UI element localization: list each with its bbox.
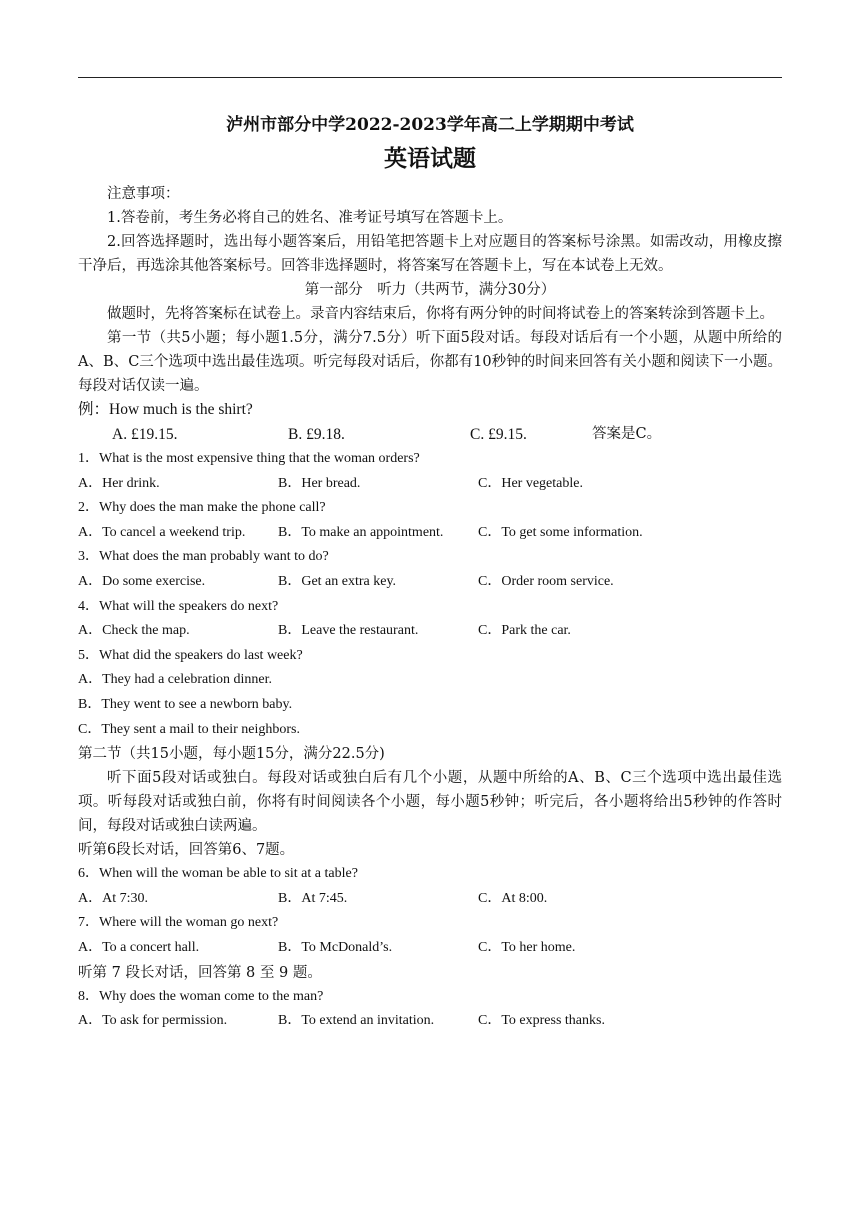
option-b: B．At 7:45.	[278, 890, 348, 906]
question-3: 3．What does the man probably want to do?	[78, 549, 329, 565]
header-rule	[78, 77, 782, 78]
question-2: 2．Why does the man make the phone call?	[78, 500, 326, 516]
notice-heading: 注意事项：	[107, 186, 180, 202]
option-c: C．Order room service.	[478, 573, 614, 589]
question-6: 6．When will the woman be able to sit at a table?	[78, 866, 358, 882]
question-7: 7．Where will the woman go next?	[78, 915, 279, 931]
section1-instructions: 第一节（共5小题；每小题1.5分，满分7.5分）听下面5段对话。每段对话后有一个小题，从题中所给的A、B、C三个选项中选出最佳选项。听完每段对话后，你都有10秒钟的时间来回答有关小题和阅读下一小题。每段对话仅读一遍。	[78, 330, 782, 394]
notice-item-1: 1.答卷前，考生务必将自己的姓名、准考证号填写在答题卡上。	[107, 210, 513, 226]
question-5-option-a: A．They had a celebration dinner.	[78, 672, 272, 688]
question-1: 1．What is the most expensive thing that the woman orders?	[78, 451, 420, 466]
option-b: B．Leave the restaurant.	[278, 623, 419, 639]
option-a: A．To ask for permission.	[78, 1013, 228, 1029]
option-b: B．To McDonald’s.	[278, 939, 393, 955]
dialog-7-instruction: 听第 7 段长对话，回答第 8 至 9 题。	[78, 964, 322, 981]
option-a: A．Check the map.	[78, 623, 190, 639]
question-8: 8．Why does the woman come to the man?	[78, 988, 324, 1004]
question-7-options	[78, 936, 782, 961]
example-option-b: B. £9.18.	[288, 426, 345, 443]
example-question: 例：How much is the shirt?	[78, 401, 253, 418]
option-c: C．To get some information.	[478, 524, 643, 540]
question-3-options	[78, 570, 782, 595]
option-b: B．To extend an invitation.	[278, 1013, 435, 1029]
exam-page	[78, 112, 782, 1034]
question-5: 5．What did the speakers do last week?	[78, 647, 303, 663]
option-c: C．Her vegetable.	[478, 475, 583, 491]
option-a: A．At 7:30.	[78, 890, 148, 906]
option-c: C．At 8:00.	[478, 890, 548, 906]
part1-heading: 第一部分 听力（共两节，满分30分）	[304, 282, 556, 298]
section2-heading: 第二节（共15小题，每小题15分，满分22.5分)	[78, 746, 385, 763]
example-option-c: C. £9.15.	[470, 426, 527, 443]
option-a: A．To a concert hall.	[78, 939, 200, 955]
example-options	[78, 422, 782, 447]
part1-intro: 做题时，先将答案标在试卷上。录音内容结束后，你将有两分钟的时间将试卷上的答案转涂到答题卡上。	[107, 306, 774, 322]
option-c: C．Park the car.	[478, 623, 571, 639]
question-5-option-b: B．They went to see a newborn baby.	[78, 696, 293, 712]
question-4-options	[78, 619, 782, 644]
dialog-6-instruction: 听第6段长对话，回答第6、7题。	[78, 842, 295, 859]
option-a: A．Her drink.	[78, 475, 160, 491]
example-answer: 答案是C。	[592, 426, 662, 442]
option-a: A．To cancel a weekend trip.	[78, 524, 246, 540]
question-5-option-c: C．They sent a mail to their neighbors.	[78, 721, 301, 737]
section2-intro: 听下面5段对话或独白。每段对话或独白后有几个小题，从题中所给的A、B、C三个选项中选出最佳选项。听每段对话或独白前，你将有时间阅读各个小题，每小题5秒钟；听完后，各小题将给出5秒钟的作答时间，每段对话或独白读两遍。	[78, 770, 782, 835]
option-a: A．Do some exercise.	[78, 573, 206, 589]
option-b: B．To make an appointment.	[278, 524, 444, 540]
option-c: C．To her home.	[478, 939, 576, 955]
exam-subtitle: 英语试题	[384, 145, 476, 172]
notice-item-2: 2.回答选择题时，选出每小题答案后，用铅笔把答题卡上对应题目的答案标号涂黑。如需改动，用橡皮擦干净后，再选涂其他答案标号。回答非选择题时，将答案写在答题卡上，写在本试卷上无效。	[78, 234, 782, 274]
question-2-options	[78, 521, 782, 546]
exam-title: 泸州市部分中学2022-2023学年高二上学期期中考试	[226, 115, 634, 135]
question-4: 4．What will the speakers do next?	[78, 598, 279, 614]
question-1-options	[78, 472, 782, 497]
option-b: B．Her bread.	[278, 475, 361, 491]
question-6-options	[78, 887, 782, 912]
example-option-a: A. £19.15.	[112, 426, 178, 443]
option-b: B．Get an extra key.	[278, 573, 397, 589]
option-c: C．To express thanks.	[478, 1013, 605, 1029]
question-8-options	[78, 1009, 782, 1034]
